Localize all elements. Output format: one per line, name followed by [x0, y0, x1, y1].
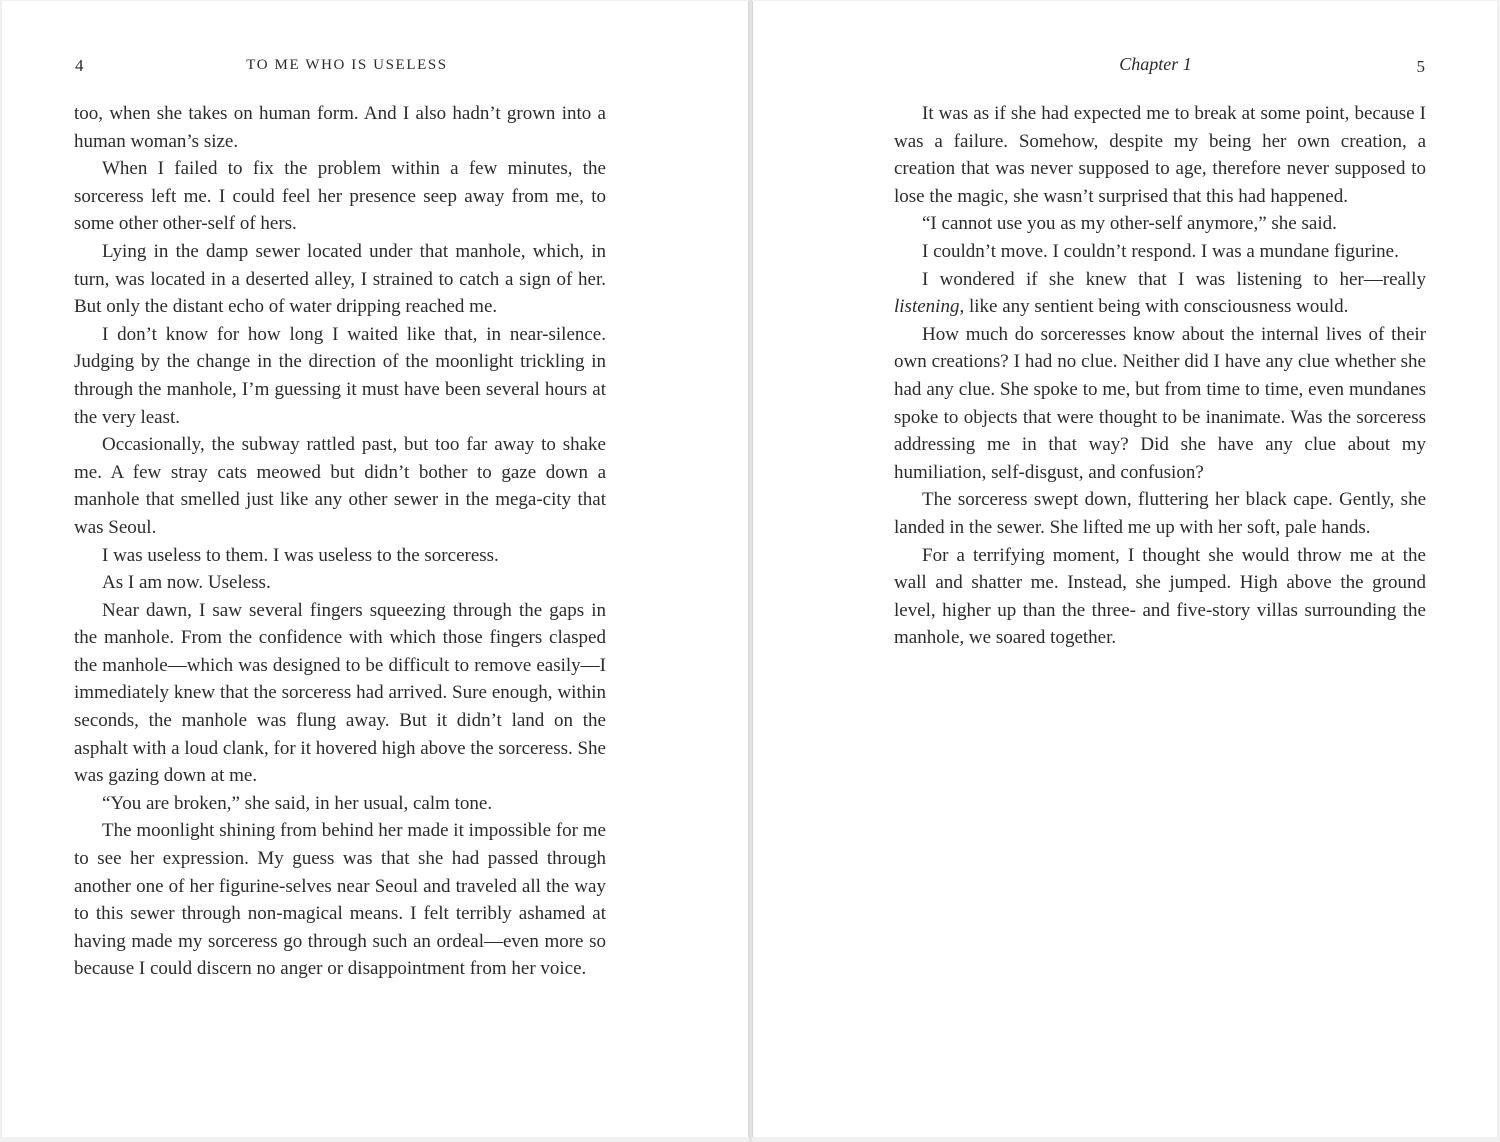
page-number: 5: [1416, 57, 1425, 76]
italic-emphasis: listening: [894, 296, 960, 318]
right-page: [752, 1, 1497, 1137]
paragraph: too, when she takes on human form. And I also hadn’t grown into a human woman’s size.: [74, 103, 606, 152]
paragraph: The moonlight shining from behind her made it impossible for me to see her expression. My guess was that she had passed through another one of her figurine-selves near Seoul and traveled all the way to this sewer through non-magical means. I felt terribly ashamed at having made my sorceress go through such an ordeal—even more so because I could discern no anger or disappointment from her voice.: [74, 820, 606, 980]
paragraph: I was useless to them. I was useless to the sorceress.: [102, 544, 499, 566]
running-head-chapter-title: Chapter 1: [1119, 54, 1192, 74]
paragraph: For a terrifying moment, I thought she would throw me at the wall and shatter me. Instead, she jumped. High above the ground level, higher up than the three- and five-story villas surrounding the manhole, we soared together.: [894, 544, 1426, 649]
paragraph: “You are broken,” she said, in her usual, calm tone.: [102, 792, 493, 814]
left-page: [2, 1, 749, 1137]
paragraph: The sorceress swept down, fluttering her black cape. Gently, she landed in the sewer. She lifted me up with her soft, pale hands.: [894, 489, 1426, 538]
page-number: 4: [75, 56, 84, 75]
paragraph-text: I wondered if she knew that I was listening to her—really: [922, 268, 1426, 290]
page-body: [74, 100, 606, 983]
paragraph: As I am now. Useless.: [102, 572, 271, 594]
paragraph: Occasionally, the subway rattled past, but too far away to shake me. A few stray cats meowed but didn’t bother to gaze down a manhole that smelled just like any other sewer in the mega-city that was Seoul.: [74, 434, 606, 538]
running-head-book-title: TO ME WHO IS USELESS: [246, 57, 448, 73]
paragraph: Near dawn, I saw several fingers squeezing through the gaps in the manhole. From the confidence with which those fingers clasped the manhole—which was designed to be difficult to remove easily—I immediately knew that the sorceress had arrived. Sure enough, within seconds, the manhole was flung away. But it didn’t land on the asphalt with a loud clank, for it hovered high above the sorceress. She was gazing down at me.: [74, 599, 606, 787]
paragraph: [894, 266, 1426, 321]
paragraph: I don’t know for how long I waited like that, in near-silence. Judging by the change in the direction of the moonlight trickling in through the manhole, I’m guessing it must have been several hours at the very least.: [74, 323, 606, 428]
paragraph-text: , like any sentient being with consciousness would.: [959, 296, 1349, 318]
paragraph: It was as if she had expected me to break at some point, because I was a failure. Somehow, despite my being her own creation, a creation that was never supposed to age, therefore never supposed to lose the magic, she wasn’t surprised that this had happened.: [894, 103, 1426, 207]
paragraph: I couldn’t move. I couldn’t respond. I was a mundane figurine.: [922, 240, 1399, 262]
paragraph: How much do sorceresses know about the internal lives of their own creations? I had no clue. Neither did I have any clue whether she had any clue. She spoke to me, but from time to time, even mundanes spoke to objects that were thought to be inanimate. Was the sorceress addressing me in that way? Did she have any clue about my humiliation, self-disgust, and confusion?: [894, 323, 1426, 483]
page-body: [894, 100, 1426, 652]
paragraph: When I failed to fix the problem within a few minutes, the sorceress left me. I could feel her presence seep away from me, to some other other-self of hers.: [74, 158, 606, 235]
paragraph: Lying in the damp sewer located under that manhole, which, in turn, was located in a deserted alley, I strained to catch a sign of her. But only the distant echo of water dripping reached me.: [74, 240, 606, 318]
paragraph: “I cannot use you as my other-self anymore,” she said.: [922, 213, 1337, 235]
